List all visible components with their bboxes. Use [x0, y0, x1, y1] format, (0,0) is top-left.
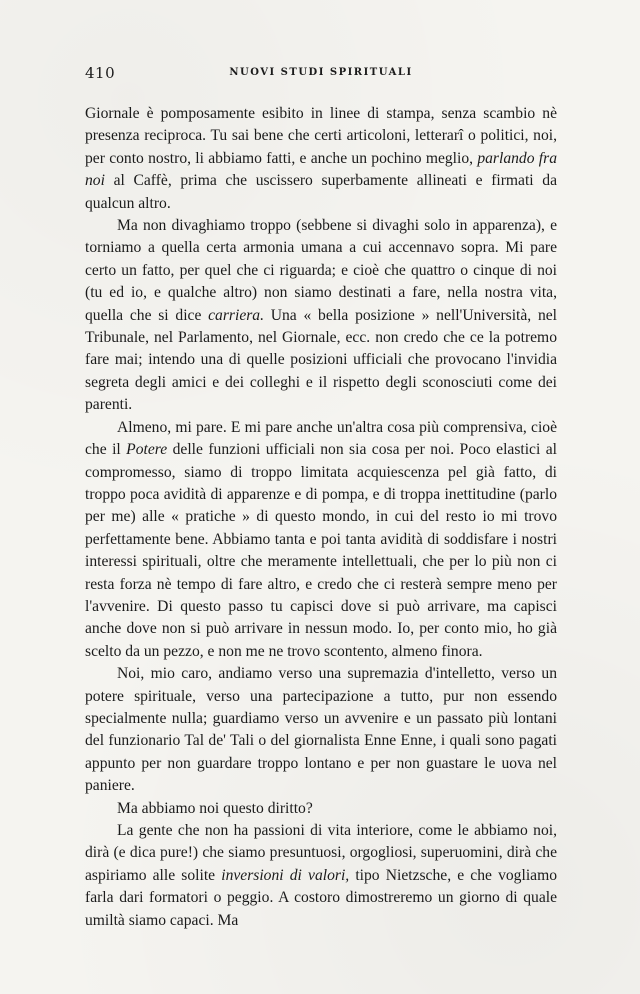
text-segment: Ma non divaghiamo troppo (sebbene si divaghi solo in apparenza), e torniamo a quella certa armonia umana a cui accennavo sopra. Mi pare certo un fatto, per quel che ci riguarda; e cioè che quattro o cinque di noi (tu ed io, e qualche altro) non siamo destinati a fare, nella nostra vita, quella che si dice	[85, 217, 557, 324]
text-segment: Giornale è pomposamente esibito in linee di stampa, senza scambio nè presenza reciproca. Tu sai bene che certi articoloni, letterarî o politici, noi, per conto nostro, li abbiamo fatti, e anche un pochino meglio,	[85, 105, 557, 167]
text-segment: al Caffè, prima che uscissero superbamente allineati e firmati da qualcun altro.	[85, 172, 557, 212]
paragraph-1	[85, 103, 557, 215]
running-head: NUOVI STUDI SPIRITUALI	[229, 67, 413, 78]
paragraph-5	[85, 798, 557, 820]
italic-phrase: parlando fra noi	[85, 149, 557, 190]
text-segment: delle funzioni ufficiali non sia cosa per noi. Poco elastici al compromesso, siamo di troppo limitata acquiescenza pel già fatto, di troppo poca avidità di apparenze e di pompa, e di troppa inettitudine (parlo per me) alle « pratiche » di questo mondo, in cui del resto io mi trovo perfettamente bene. Abbiamo tanta e poi tanta avidità di soddisfare i nostri interessi spirituali, oltre che meramente intellettuali, che per lo più non ci resta forza nè tempo di fare altro, e credo che ci resterà sempre meno per l'avvenire. Di questo passo tu capisci dove si può arrivare, ma capisci anche dove non si può arrivare in nessun modo. Io, per conto mio, ho già scelto da un pezzo, e non me ne trovo scontento, almeno finora.	[85, 441, 557, 660]
text-segment: La gente che non ha passioni di vita interiore, come le abbiamo noi, dirà (e dica pure!) che siamo presuntuosi, orgogliosi, superuomini, dirà che aspiriamo alle solite	[85, 822, 557, 884]
italic-phrase: Potere	[126, 441, 168, 459]
text-segment: Almeno, mi pare. E mi pare anche un'altra cosa più comprensiva, cioè che il	[85, 418, 557, 459]
paragraph-3	[85, 417, 557, 663]
text-segment: Ma abbiamo noi questo diritto?	[117, 799, 313, 817]
page-header	[85, 64, 557, 84]
text-segment: Una « bella posizione » nell'Università, nel Tribunale, nel Parlamento, nel Giornale, ecc. non credo che ce la potremo fare mai; intendo una di quelle posizioni ufficiali che provocano l'invidia segreta degli amici e dei colleghi e il rispetto degli sconosciuti come dei parenti.	[85, 306, 557, 414]
paragraph-2	[85, 215, 557, 417]
paragraph-4	[85, 663, 557, 797]
paragraph-6	[85, 820, 557, 932]
text-segment: Noi, mio caro, andiamo verso una supremazia d'intelletto, verso un potere spirituale, verso una partecipazione a tutto, pur non essendo specialmente nulla; guardiamo verso un avvenire e un passato più lontani del funzionario Tal de' Tali o del giornalista Enne Enne, i quali sono pagati appunto per non guardare troppo lontano e per non guastare le uova nel paniere.	[85, 665, 557, 795]
page-number: 410	[85, 64, 116, 82]
italic-phrase: inversioni di valori,	[221, 866, 350, 884]
italic-phrase: carriera.	[208, 306, 264, 324]
text-segment: tipo Nietzsche, e che vogliamo farla dari formatori o peggio. A costoro dimostreremo un giorno di quale umiltà siamo capaci. Ma	[85, 866, 557, 929]
body-text	[85, 103, 557, 932]
